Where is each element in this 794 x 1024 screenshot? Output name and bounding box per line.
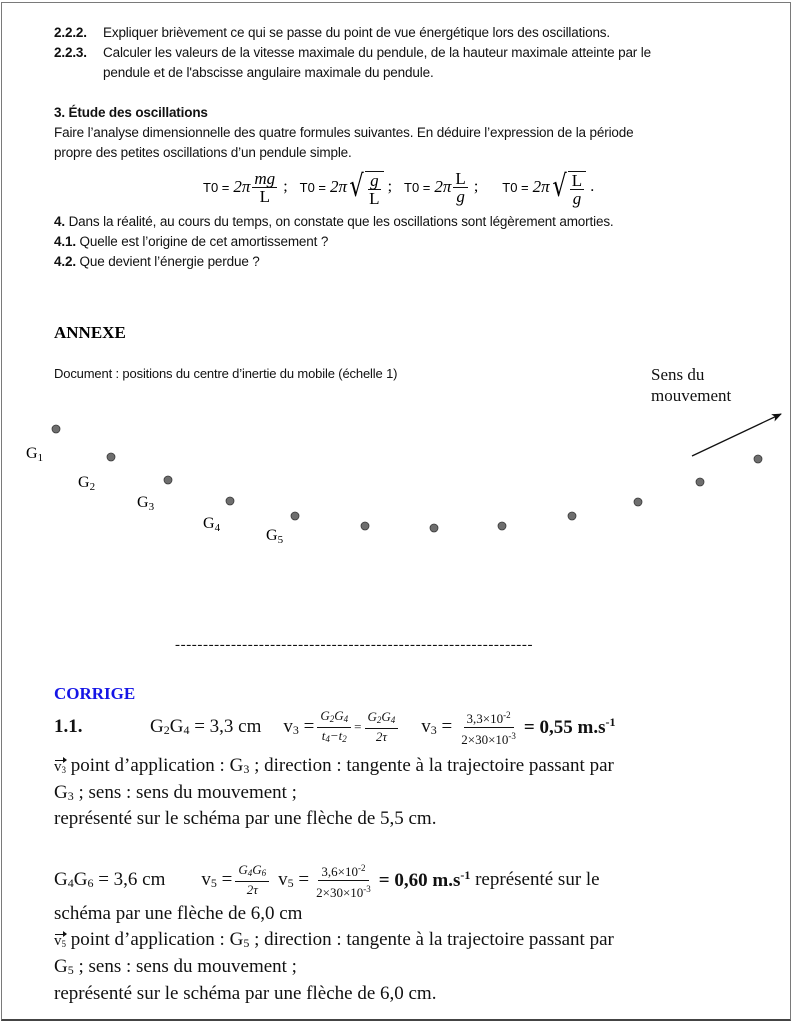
denominator: L bbox=[259, 186, 270, 206]
inertia-point-3 bbox=[164, 476, 172, 484]
v3-description-line3: représenté sur le schéma par une flèche de 5,5 cm. bbox=[54, 808, 437, 829]
inertia-point-8 bbox=[498, 522, 506, 530]
section-separator: ---------------------------------------------------------------- bbox=[175, 637, 534, 653]
question-2-2-3 bbox=[54, 45, 651, 60]
formula-4 bbox=[502, 168, 600, 207]
point-letter: G bbox=[266, 527, 278, 544]
inertia-point-9 bbox=[568, 512, 576, 520]
square-root bbox=[550, 168, 587, 207]
v3-description-line1: $v_3$ point d’application : $G_3$ ; direction : tangente à la trajectoire passant par bbox=[54, 755, 614, 776]
point-letter: G bbox=[26, 445, 38, 462]
point-letter: G bbox=[203, 515, 215, 532]
v5-line2: schéma par une flèche de 6,0 cm bbox=[54, 903, 303, 924]
question-4-2 bbox=[54, 254, 260, 269]
v5-description-line1: $v_5$ point d’application : $G_5$ ; direction : tangente à la trajectoire passant par bbox=[54, 929, 614, 950]
point-index: 1 bbox=[37, 452, 44, 464]
question-4-1 bbox=[54, 234, 328, 249]
formula-3 bbox=[404, 170, 496, 205]
distance-g4g6: $G_4G_6 = 3,6$ cm bbox=[54, 869, 166, 890]
separator: ; bbox=[283, 178, 288, 195]
v3-result: = 0,55 $m.s^{-1}$ bbox=[523, 715, 616, 738]
point-label-g5 bbox=[266, 527, 283, 546]
section-3-title: 3. Étude des oscillations bbox=[54, 105, 208, 120]
radical-sign: √ bbox=[552, 168, 567, 204]
v5-symbol: $v_5$ = bbox=[201, 869, 233, 890]
question-2-2-3-line2: pendule et de l'abscisse angulaire maximale du pendule. bbox=[103, 65, 434, 80]
v5-result: = 0,60 $m.s^{-1}$ bbox=[378, 868, 471, 891]
radical-sign: √ bbox=[349, 168, 364, 204]
answer-1-1 bbox=[54, 706, 615, 748]
question-text: Que devient l’énergie perdue ? bbox=[79, 254, 260, 269]
formula-2 bbox=[300, 168, 398, 207]
numerator: L bbox=[571, 170, 583, 190]
point-label-g4 bbox=[203, 515, 220, 534]
question-number: 4. bbox=[54, 214, 65, 229]
question-text: Expliquer brièvement ce qui se passe du point de vue énergétique lors des oscillations. bbox=[103, 25, 611, 40]
inertia-point-1 bbox=[52, 425, 60, 433]
point-index: 4 bbox=[214, 522, 221, 534]
direction-arrow bbox=[692, 414, 781, 456]
question-number: 4.1. bbox=[54, 234, 76, 249]
section-3-line2: propre des petites oscillations d’un pendule simple. bbox=[54, 145, 352, 160]
inertia-point-6 bbox=[361, 522, 369, 530]
point-letter: G bbox=[137, 494, 149, 511]
inertia-points bbox=[52, 425, 762, 532]
formula-coef: 2π bbox=[434, 177, 452, 196]
vector-v3-icon: $v_3$ bbox=[54, 759, 66, 775]
formula-label: T0 = bbox=[203, 179, 230, 195]
numerator: L bbox=[455, 168, 466, 188]
trajectory-diagram bbox=[0, 400, 794, 560]
inertia-point-4 bbox=[226, 497, 234, 505]
question-2-2-2 bbox=[54, 25, 610, 40]
answer-v5 bbox=[54, 861, 600, 899]
point-label-g1 bbox=[26, 445, 43, 464]
formula-label: T0 = bbox=[299, 179, 327, 195]
equals-sign: = bbox=[354, 719, 362, 734]
direction-label-line2: mouvement bbox=[651, 386, 732, 405]
formula-fraction bbox=[453, 170, 467, 205]
numerator: g bbox=[370, 170, 379, 190]
separator: ; bbox=[387, 178, 393, 195]
denominator: g bbox=[572, 188, 582, 208]
question-text: Quelle est l’origine de cet amortissement ? bbox=[79, 234, 329, 249]
formula-coef: 2π bbox=[532, 177, 550, 196]
point-label-g3 bbox=[137, 494, 154, 513]
v5-symbol-2: $v_5$ = bbox=[278, 869, 310, 890]
v5-trailing-text: représenté sur le bbox=[470, 869, 600, 890]
denominator: L bbox=[369, 188, 380, 208]
v3-description-line2: $G_3$ ; sens : sens du mouvement ; bbox=[54, 782, 297, 803]
inertia-point-2 bbox=[107, 453, 115, 461]
point-index: 2 bbox=[89, 481, 96, 493]
separator: ; bbox=[473, 178, 479, 195]
section-3-line1: Faire l’analyse dimensionnelle des quatre formules suivantes. En déduire l’expression de la période bbox=[54, 125, 634, 140]
question-number: 2.2.3. bbox=[54, 45, 87, 60]
formula-coef: 2π bbox=[233, 177, 251, 196]
v3-fraction-1: $\frac{G_2G_4}{t_4-t_2}$ bbox=[317, 708, 351, 747]
inertia-point-7 bbox=[430, 524, 438, 532]
v3-symbol-2: $v_3$ = bbox=[421, 716, 453, 737]
formula-1 bbox=[203, 170, 294, 205]
formula-fraction bbox=[570, 172, 584, 207]
annexe-title: ANNEXE bbox=[54, 323, 126, 342]
v3-symbol: $v_3$ = bbox=[283, 716, 315, 737]
question-number: 2.2.2. bbox=[54, 25, 87, 40]
document-caption: Document : positions du centre d’inertie du mobile (échelle 1) bbox=[54, 366, 398, 381]
formula-fraction bbox=[367, 172, 381, 207]
inertia-point-5 bbox=[291, 512, 299, 520]
formula-label: T0 = bbox=[404, 179, 431, 195]
distance-g2g4: $G_2G_4 = 3,3$ cm bbox=[150, 716, 262, 737]
formula-label: T0 = bbox=[502, 179, 529, 195]
inertia-point-12 bbox=[754, 455, 762, 463]
formula-coef: 2π bbox=[330, 177, 348, 196]
point-letter: G bbox=[78, 474, 90, 491]
v3-fraction-2: $\frac{G_2G_4}{2\tau}$ bbox=[365, 709, 399, 745]
point-label-g2 bbox=[78, 474, 95, 493]
v5-numeric-fraction: $\frac{3,6\times 10^{-2}}{2\times 30\times 10^{-3}}$ bbox=[313, 860, 374, 901]
v5-description-line2: $G_5$ ; sens : sens du mouvement ; bbox=[54, 956, 297, 977]
vector-v5-icon: $v_5$ bbox=[54, 933, 66, 949]
period-formulas bbox=[203, 165, 606, 209]
v5-description-line3: représenté sur le schéma par une flèche de 6,0 cm. bbox=[54, 983, 437, 1004]
denominator: g bbox=[456, 186, 465, 206]
point-index: 5 bbox=[277, 534, 284, 546]
answer-number: 1.1. bbox=[54, 716, 83, 737]
point-index: 3 bbox=[148, 501, 155, 513]
numerator: mg bbox=[254, 168, 276, 188]
question-text: Dans la réalité, au cours du temps, on constate que les oscillations sont légèrement amorties. bbox=[68, 214, 614, 229]
inertia-point-10 bbox=[634, 498, 642, 506]
v3-numeric-fraction: $\frac{3,3\times 10^{-2}}{2\times 30\times 10^{-3}}$ bbox=[458, 707, 519, 748]
direction-label-line1: Sens du bbox=[651, 365, 705, 384]
question-text-line1: Calculer les valeurs de la vitesse maximale du pendule, de la hauteur maximale atteinte par le bbox=[103, 45, 651, 60]
question-4 bbox=[54, 214, 614, 229]
question-number: 4.2. bbox=[54, 254, 76, 269]
v5-fraction-1: $\frac{G_4G_6}{2\tau}$ bbox=[235, 862, 269, 898]
square-root bbox=[347, 168, 384, 207]
formula-end: . bbox=[590, 178, 595, 195]
formula-fraction bbox=[252, 170, 277, 205]
corrige-title: CORRIGE bbox=[54, 684, 136, 703]
inertia-point-11 bbox=[696, 478, 704, 486]
